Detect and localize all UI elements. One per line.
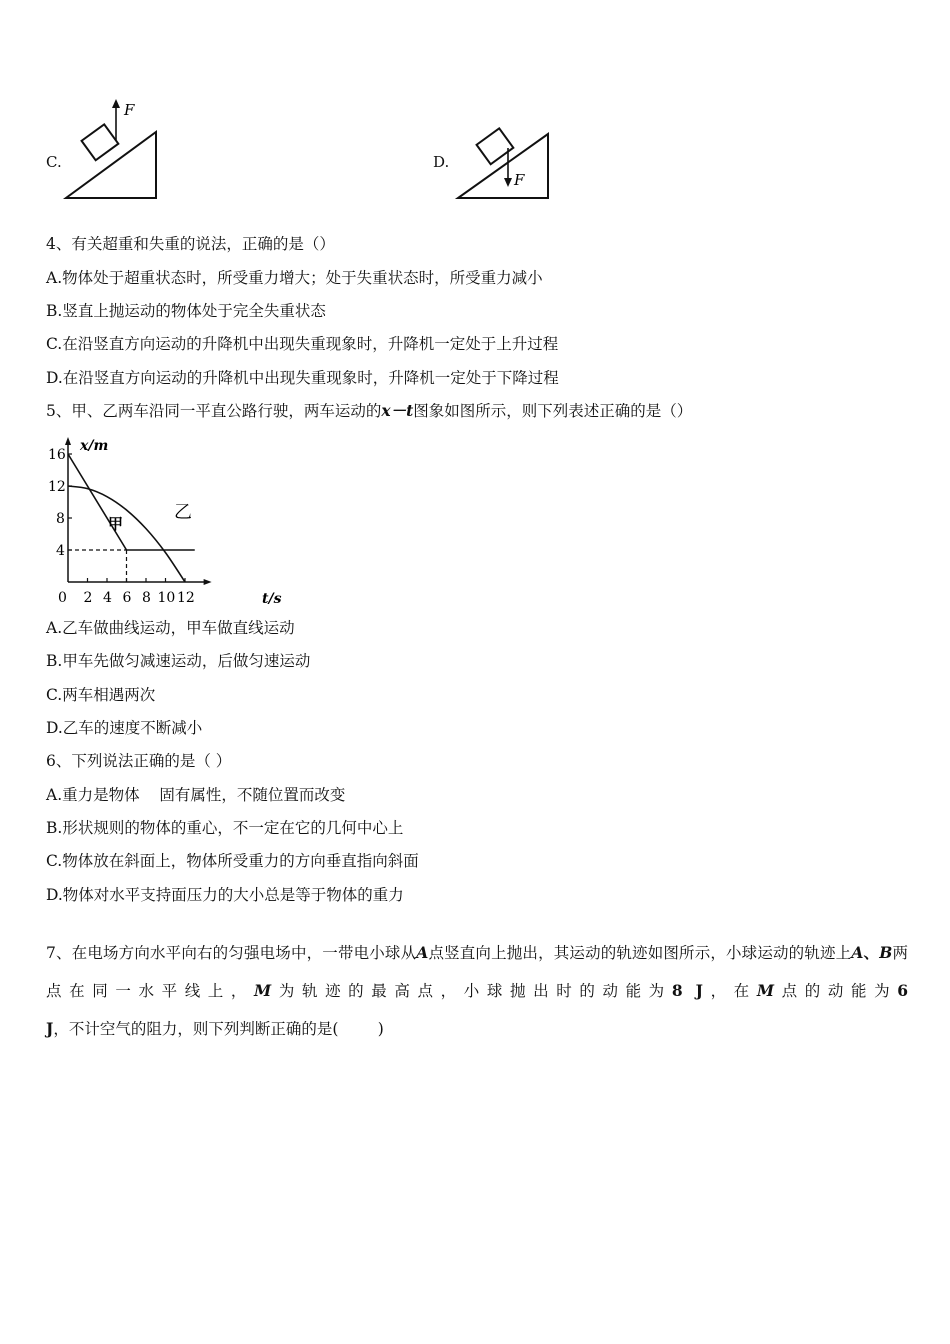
x-tick-label: 10 — [157, 590, 176, 606]
x-tick-label: 0 — [58, 590, 67, 606]
option-c-label: C. — [46, 153, 62, 171]
xt-chart — [44, 432, 294, 608]
option-d-label: D. — [433, 153, 450, 171]
x-tick-label: 4 — [103, 590, 112, 606]
y-tick-label: 12 — [48, 479, 66, 495]
q5-stem — [46, 401, 692, 421]
arrow-head — [112, 99, 120, 108]
q5-option-c: C.两车相遇两次 — [46, 686, 156, 704]
q5-stem-var: x－t — [381, 401, 414, 420]
y-tick-label: 16 — [48, 447, 66, 463]
q5-option-a: A.乙车做曲线运动，甲车做直线运动 — [46, 619, 295, 637]
q5-option-d: D.乙车的速度不断减小 — [46, 719, 203, 737]
x-tick-label: 12 — [177, 590, 195, 606]
q7-stem: 7、在电场方向水平向右的匀强电场中，一带电小球从A点竖直向上抛出，其运动的轨迹如图所示，小球运动的轨迹上A、B两点在同一水平线上，M为轨迹的最高点，小球抛出时的动能为8 J，在M点的动能为6 J，不计空气的阻力，则下列判断正确的是( ) — [46, 943, 908, 1038]
y-axis-arrow — [65, 437, 71, 445]
q4-option-c: C.在沿竖直方向运动的升降机中出现失重现象时，升降机一定处于上升过程 — [46, 335, 559, 353]
y-tick-label: 4 — [56, 543, 65, 559]
x-axis-label: t/s — [262, 591, 282, 607]
q5-option-b: B.甲车先做匀减速运动，后做匀速运动 — [46, 652, 311, 670]
series-label-jia: 甲 — [108, 515, 124, 533]
q6-option-d: D.物体对水平支持面压力的大小总是等于物体的重力 — [46, 886, 404, 904]
q5-stem-before: 5、甲、乙两车沿同一平直公路行驶，两车运动的 — [46, 402, 382, 420]
x-tick-label: 6 — [122, 590, 132, 606]
x-tick-label: 8 — [142, 590, 151, 606]
y-tick-label: 8 — [56, 511, 65, 527]
option-d-figure — [452, 126, 562, 204]
q6-stem: 6、下列说法正确的是（ ） — [46, 752, 232, 770]
series-label-yi: 乙 — [174, 502, 192, 523]
block — [82, 124, 119, 160]
x-axis-arrow — [204, 579, 212, 585]
q4-option-a: A.物体处于超重状态时，所受重力增大；处于失重状态时，所受重力减小 — [46, 269, 543, 287]
q6-option-a: A.重力是物体 固有属性，不随位置而改变 — [46, 786, 346, 804]
q6-option-c: C.物体放在斜面上，物体所受重力的方向垂直指向斜面 — [46, 852, 419, 870]
q4-stem: 4、有关超重和失重的说法，正确的是（） — [46, 235, 335, 253]
q4-option-d: D.在沿竖直方向运动的升降机中出现失重现象时，升降机一定处于下降过程 — [46, 369, 559, 387]
option-c-figure — [60, 96, 170, 204]
q4-option-b: B.竖直上抛运动的物体处于完全失重状态 — [46, 302, 326, 320]
arrow-head — [504, 178, 512, 187]
force-label: F — [514, 171, 525, 189]
y-axis-label: x/m — [80, 438, 109, 454]
force-label: F — [124, 101, 135, 119]
x-tick-label: 2 — [83, 590, 93, 606]
q5-stem-after: 图象如图所示，则下列表述正确的是（） — [413, 402, 693, 420]
q6-option-b: B.形状规则的物体的重心，不一定在它的几何中心上 — [46, 819, 404, 837]
